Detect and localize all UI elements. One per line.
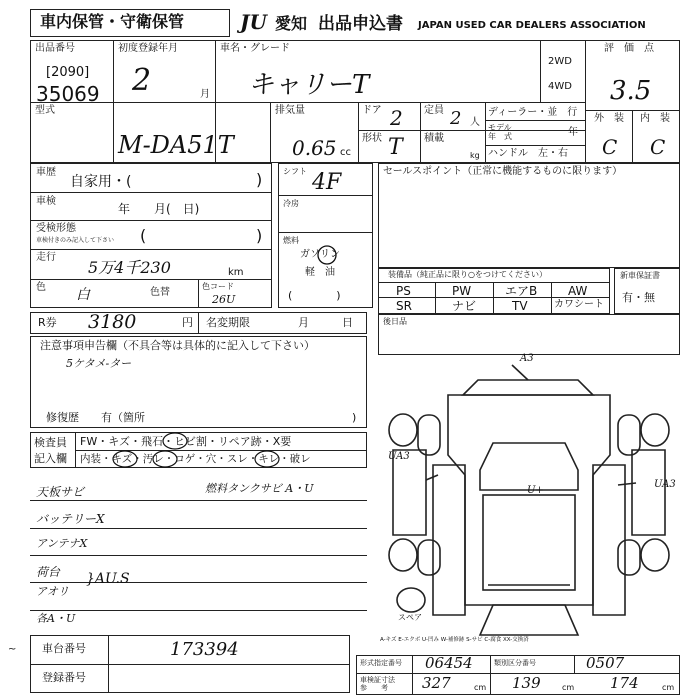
ju-logo: JU [240,10,267,34]
cat-no: 0507 [586,654,625,672]
shape-label: 形状 [362,133,382,144]
dim-height: 174 [610,674,639,692]
receipt-sub: 車検付きのみ記入して下さい [36,237,115,244]
model-value: M-DA51T [118,131,234,159]
dim-width: 139 [512,674,541,692]
lot-sub: [2090] [46,65,90,80]
cat-no-label: 類別区分番号 [494,659,536,667]
year-unit: 年 [568,127,578,138]
equip-aw: AW [568,284,588,298]
dim-height-unit: cm [662,683,675,692]
int-grade: C [650,135,666,159]
capacity-unit: 人 [470,117,480,128]
dim-length: 327 [422,674,451,692]
storage-label: 車内保管・守衛保管 [40,12,185,31]
association-name: JAPAN USED CAR DEALERS ASSOCIATION [418,20,646,31]
lot-number: 35069 [36,82,100,106]
dealer-label: ディーラー・並 行 [488,107,578,118]
shift-value: 4F [312,170,342,195]
note-battery: バッテリーX [36,512,105,526]
capacity-value: 2 [450,108,462,129]
notes-label: 注意事項申告欄（不具合等は具体的に記入して下さい） [40,339,315,352]
fuel-circle-mark [316,244,338,266]
mileage-value: 5万4千230 [88,258,171,277]
equip-pw: PW [452,284,472,298]
chassis-value: 173394 [170,639,239,660]
type-no-label: 形式指定番号 [360,659,402,667]
model-year-label: モデル 年 式 [488,123,512,141]
equip-sr: SR [396,299,412,313]
spare-label: スペア [398,613,422,622]
name-label: 車名・グレード [220,43,290,54]
lot-label: 出品番号 [35,43,75,54]
r-value: 3180 [88,311,137,333]
after-frame [378,314,680,355]
sales-label: セールスポイント（正常に機能するものに限ります） [383,166,623,177]
note-roof-rust: 天板サビ [36,485,85,499]
note-gate: アオリ [36,585,69,598]
r-label: R券 [38,316,57,329]
note-bed: 荷台 [36,565,61,579]
history-label: 車歴 [36,167,56,178]
r-unit: 円 [182,316,193,329]
inspector-line1: FW・キズ・飛石・ヒビ割・リペア跡・X要 [80,435,292,448]
color-value: 白 [76,287,90,303]
doors-label: ドア [362,105,382,116]
equip-navi: ナビ [452,299,477,313]
disp-unit: cc [340,147,351,158]
inspector-line2: 内装・キズ・汚レ・コゲ・穴・スレ・キレ・破レ [80,453,311,465]
fuel-diesel: 軽 油 [305,267,335,278]
equip-ps: PS [396,284,411,298]
fuel-label: 燃料 [283,236,299,245]
equip-airbag: エアB [505,284,538,298]
diagram-left-mark: UA3 [388,451,410,462]
fuel-paren: ( ) [288,289,341,302]
logo-name: 愛知 [275,14,308,33]
equip-tv: TV [512,299,528,313]
paren-open-3: ( [140,226,147,245]
shape-value: T [388,135,403,160]
dims-label: 車検証寸法 参 考 [360,676,395,693]
inspection-label: 車検 [36,196,56,207]
note-fuel-tank: 燃料タンクサビ A・U [205,482,314,495]
deadline-value: 月 日 [298,316,353,329]
deadline-label: 名変期限 [206,316,250,329]
model-label: 型式 [35,105,55,116]
score-value: 3.5 [610,76,652,106]
shift-label: シフト [283,167,307,176]
dim-width-unit: cm [562,683,575,692]
equip-seat: カワシート [554,299,604,310]
ac-label: 冷房 [283,199,299,208]
doors-value: 2 [390,106,403,130]
fuel-gas: ガソリン [300,249,340,260]
damage-legend: A-キズ E-エクボ U-凹み W-補修跡 S-サビ C-腐食 XX-交換済 [380,637,529,643]
notes-text: 5ケタメ-ター [66,357,132,370]
type-no: 06454 [425,654,473,672]
color-label: 色 [36,282,46,293]
sales-frame [378,163,680,268]
footer-dash: ~ [8,644,17,655]
drive-2wd: 2WD [548,56,572,67]
drive-4wd: 4WD [548,81,572,92]
paren-close-1: ) [256,170,263,189]
repair-label: 修復歴 有（箇所 [46,411,145,424]
chassis-label: 車台番号 [42,642,86,655]
diagram-center-mark: U+ [527,485,544,496]
score-label: 評 価 点 [604,43,654,54]
color-code-label: 色コード [202,282,234,291]
guarantee-label: 新車保証書 [620,271,660,280]
reg-no-label: 登録番号 [42,671,86,684]
disp-value: 0.65 [292,136,337,160]
ext-grade: C [602,135,618,159]
repair-paren: ) [352,411,357,424]
guarantee-value: 有・無 [622,291,655,304]
load-unit: kg [470,151,480,160]
ext-label: 外 装 [594,113,624,124]
handle-label: ハンドル 左・右 [488,148,568,159]
paren-close-3: ) [256,226,263,245]
capacity-label: 定員 [424,105,444,116]
color-change-label: 色替 [150,287,170,298]
equip-label: 装備品（純正品に限り○をつけてください） [388,270,547,279]
color-code: 26U [212,293,236,306]
inspection-circles [75,432,367,468]
history-value: 自家用・( [70,174,132,190]
int-label: 内 装 [640,113,670,124]
entry-label: 記入欄 [34,452,67,465]
sheet-title: 出品申込書 [318,14,403,34]
load-label: 積載 [424,133,444,144]
mileage-label: 走行 [36,252,56,263]
mileage-unit: km [228,267,244,278]
car-diagram [378,355,680,650]
note-each: 各A・U [36,612,76,625]
inspection-value: 年 月( 日) [118,202,200,216]
inspector-label: 検査員 [34,436,67,449]
car-name: キャリーT [248,70,370,100]
reg-label: 初度登録年月 [118,43,178,54]
after-label: 後日品 [383,317,407,326]
note-antenna: アンテナX [36,537,88,550]
note-aus: }AU.S [86,571,130,587]
receipt-label: 受検形態 [36,223,76,234]
reg-month: 2 [132,63,152,98]
diagram-top-mark: A3 [520,353,534,364]
reg-unit: 月 [200,89,210,100]
dim-length-unit: cm [474,683,487,692]
diagram-right-mark: UA3 [654,479,676,490]
disp-label: 排気量 [275,105,305,116]
